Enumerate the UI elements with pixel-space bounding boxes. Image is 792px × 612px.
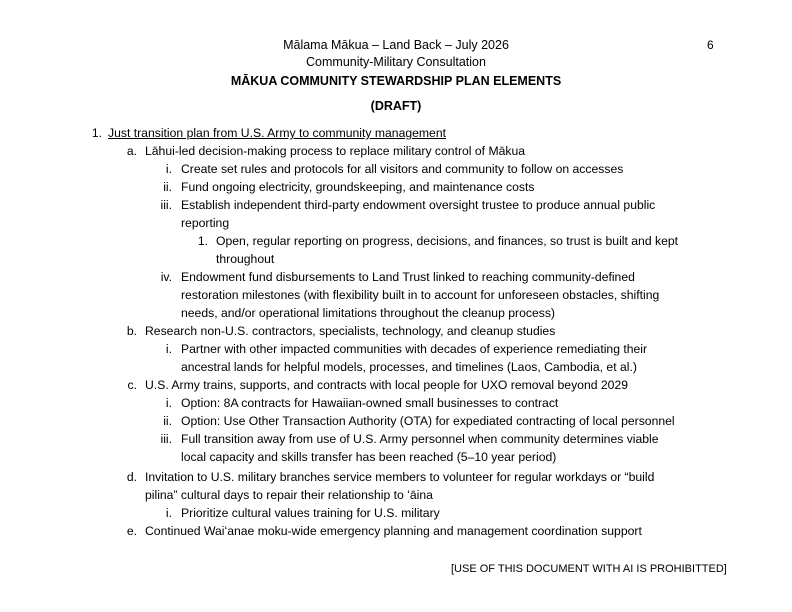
item-a-iv-text-2: restoration milestones (with flexibility built in to account for unforeseen obstacles, shifting: [181, 288, 660, 302]
item-c-iii-marker: iii.: [160, 432, 172, 446]
item-d-text-1: Invitation to U.S. military branches service members to volunteer for regular workdays or “build: [145, 470, 655, 484]
item-c-i-marker: i.: [165, 396, 172, 410]
item-c-ii-marker: ii.: [163, 414, 172, 428]
item-d-marker: d.: [126, 470, 137, 484]
item-a-iv-text-1: Endowment fund disbursements to Land Trust linked to reaching community-defined: [181, 270, 635, 284]
item-a-ii-text: Fund ongoing electricity, groundskeeping, and maintenance costs: [181, 180, 535, 194]
item-a-iii-1-text-1: Open, regular reporting on progress, decisions, and finances, so trust is built and kept: [216, 234, 679, 248]
item-1-text: Just transition plan from U.S. Army to community management: [108, 126, 446, 140]
item-d-i-marker: i.: [165, 506, 172, 520]
item-a-ii-marker: ii.: [163, 180, 172, 194]
item-b-i-marker: i.: [165, 342, 172, 356]
item-a-i-marker: i.: [165, 162, 172, 176]
item-c-marker: c.: [127, 378, 137, 392]
item-b-text: Research non-U.S. contractors, specialists, technology, and cleanup studies: [145, 324, 556, 338]
item-a-text: Lāhui-led decision-making process to replace military control of Mākua: [145, 144, 526, 158]
item-a-iv-marker: iv.: [160, 270, 172, 284]
item-d-text-2: pilina” cultural days to repair their relationship to ʻāina: [145, 488, 433, 502]
item-1-marker: 1.: [91, 126, 102, 140]
item-c-ii-text: Option: Use Other Transaction Authority (OTA) for expediated contracting of local personnel: [181, 414, 675, 428]
item-b-i-text-1: Partner with other impacted communities with decades of experience remediating their: [181, 342, 648, 356]
document-title: MĀKUA COMMUNITY STEWARDSHIP PLAN ELEMENTS: [230, 74, 562, 88]
item-c-iii-text-1: Full transition away from use of U.S. Army personnel when community determines viable: [181, 432, 659, 446]
item-c-iii-text-2: local capacity and skills transfer has been reached (5–10 year period): [181, 450, 557, 464]
item-e-marker: e.: [126, 524, 137, 538]
item-a-iii-marker: iii.: [160, 198, 172, 212]
item-a-iii-text-2: reporting: [181, 216, 230, 230]
item-a-iv-text-3: needs, and/or operational limitations throughout the cleanup process): [181, 306, 555, 320]
item-b-i-text-2: ancestral lands for helpful models, processes, and timelines (Laos, Cambodia, et al.): [181, 360, 637, 374]
item-b-marker: b.: [126, 324, 137, 338]
item-c-text: U.S. Army trains, supports, and contracts with local people for UXO removal beyond 2029: [145, 378, 628, 392]
header-line-1: Mālama Mākua – Land Back – July 2026: [283, 38, 509, 52]
item-d-i-text: Prioritize cultural values training for U.S. military: [181, 506, 440, 520]
draft-label: (DRAFT): [370, 99, 422, 113]
item-c-i-text: Option: 8A contracts for Hawaiian-owned small businesses to contract: [181, 396, 559, 410]
item-a-iii-1-marker: 1.: [197, 234, 208, 248]
item-a-iii-1-text-2: throughout: [216, 252, 275, 266]
item-a-marker: a.: [126, 144, 137, 158]
item-e-text: Continued Waiʻanae moku-wide emergency planning and management coordination support: [145, 524, 642, 538]
page-number: 6: [707, 38, 714, 52]
item-a-i-text: Create set rules and protocols for all visitors and community to follow on accesses: [181, 162, 624, 176]
item-a-iii-text-1: Establish independent third-party endowment oversight trustee to produce annual public: [181, 198, 656, 212]
header-line-2: Community-Military Consultation: [306, 55, 486, 69]
footer-notice: [USE OF THIS DOCUMENT WITH AI IS PROHIBITTED]: [451, 563, 727, 575]
